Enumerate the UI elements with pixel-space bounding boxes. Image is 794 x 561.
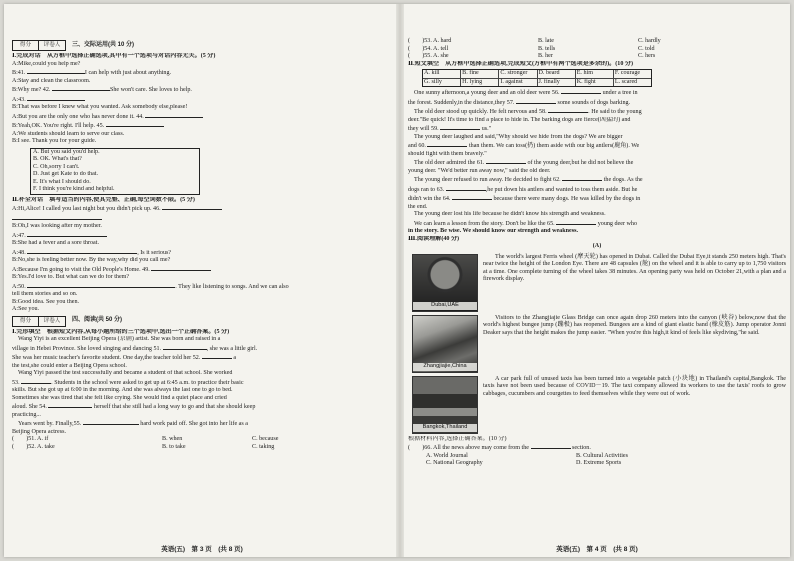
score-cell: 得分 — [13, 317, 39, 326]
cloze-line: practicing... — [12, 411, 41, 418]
story-line: should fight with them bravely." — [408, 150, 487, 157]
answer-blank[interactable] — [12, 214, 102, 220]
glass-bridge-photo — [412, 315, 478, 373]
cloze-line: Wang Yiyi passed the test successfully and became a student of that school. She worked — [18, 370, 233, 376]
story-line: The young deer laughed and said,"Why should we hide from the dogs? We are bigger — [414, 133, 623, 140]
story-line: dogs ran to 63. ,he put down his antlers and wanted to toss them aside. But he — [408, 186, 638, 193]
story-line: they will 59. us." — [408, 126, 492, 132]
grader-cell: 评卷人 — [43, 42, 61, 48]
answer-blank[interactable] — [27, 248, 137, 254]
answer-blank[interactable] — [27, 68, 85, 74]
word-option: H. lying — [461, 79, 499, 87]
news-text: The world's largest Ferris wheel (摩天轮) has opened in Dubai. Called the Dubai Eye,it stands 250 meters high. That's near twice the height of the London Eye. There are 48 capsules (舱) on the wheel and it is able to carry up to 1,750 visitors at a time. One complete turning of the wheel takes 38 minutes. An opening party was held on October 21,with a plan and a firework display. — [483, 253, 786, 282]
story-line: deer."Be quick! It's time to find a place to hide in. The barking dogs are fierce(凶猛的) and — [408, 116, 631, 123]
dialog2-line: B:Oh,I was looking after my mother. — [12, 223, 102, 229]
option-item: C. Oh,sorry I can't. — [33, 163, 80, 170]
dialog2-line: tell them stories and so on. — [12, 291, 78, 297]
exam-sheet — [4, 4, 790, 557]
word-option: F. courage — [614, 70, 641, 76]
option-item: D. Just get Kate to do that. — [33, 171, 98, 177]
cloze-line: skills. But she got up at 6:00 in the morning. And she was always the last one to go to bed. — [12, 387, 233, 393]
story-line: The young deer lost his life because he didn't know his strength and weakness. — [414, 211, 606, 217]
cloze-line: Beijing Opera actress. — [12, 428, 66, 435]
dialog2-line: A:Because I'm going to visit the Old People's Home. 49. — [12, 265, 392, 275]
answer-blank[interactable] — [452, 194, 492, 200]
word-option: A. kill — [423, 70, 461, 78]
answer-blank[interactable] — [21, 378, 51, 384]
story-line: the end. — [408, 203, 428, 210]
option-b[interactable]: B. tells — [538, 45, 556, 52]
part3-instruction: Ⅰ.完形填空 根据短文内容,从每小题所给的三个选项中,选出一个正确答案。(5 分) — [12, 328, 230, 335]
word-box-row — [423, 70, 651, 79]
cloze-line: 53. . Students in the school were asked to get up at 6:45 a.m. to practice their basic — [12, 379, 244, 386]
option-b[interactable]: B. Cultural Activities — [576, 452, 628, 459]
dialog1-line: B:That was before I knew what you wanted. Ask somebody else,please! — [12, 104, 188, 110]
cloze-line: Wang Yiyi is an excellent Beijing Opera (京剧) artist. She was born and raised in a — [18, 336, 221, 342]
answer-blank[interactable] — [440, 124, 480, 130]
word-option: D. beard — [538, 70, 576, 78]
option-c[interactable]: C. because — [252, 436, 279, 442]
option-b[interactable]: B. her — [538, 53, 553, 59]
cloze-line: Sometimes she was tired that she felt like crying. She would find a quiet place and cried — [12, 394, 227, 401]
cloze-option-row — [12, 444, 392, 452]
page-footer: 英语(五) 第 4 页 (共 8 页) — [556, 545, 638, 553]
dialog2-line: A:See you. — [12, 306, 40, 312]
answer-blank[interactable] — [516, 98, 556, 104]
options-box — [30, 148, 200, 195]
news-item — [412, 254, 786, 312]
news-text: Visitors to the Zhangjiajie Glass Bridge can once again drop 260 meters into the canyon (峡谷) below,now that the world's highest bungee jump (蹦极) has reopened. Bungees are a kind of giant elastic band (橡皮筋). Jump operator Jonni Deaker says that the height makes the jump easier. "When you're this high,it kind of feels like skydiving,"he said. — [483, 314, 786, 336]
answer-blank[interactable] — [561, 88, 601, 94]
answer-blank[interactable] — [145, 112, 203, 118]
answer-blank[interactable] — [106, 121, 164, 127]
left-page — [12, 4, 392, 557]
story-line: One sunny afternoon,a young deer and an old deer were 56. under a tree in — [414, 90, 638, 96]
dialog1-line: B:41. I can help with just about anything. — [12, 70, 172, 76]
word-option: J. finally — [538, 79, 576, 87]
dialog1-line: A:Mike,could you help me? — [12, 60, 81, 67]
answer-blank[interactable] — [531, 443, 571, 449]
answer-blank[interactable] — [427, 141, 467, 147]
option-item: A. But you said you'd help. — [33, 148, 100, 155]
story-line: the forest. Suddenly,in the distance,they 57. some sounds of dogs barking. — [408, 99, 631, 106]
option-c[interactable]: C. told — [638, 45, 655, 52]
option-item: E. It's what I should do. — [33, 178, 91, 185]
questions-instruction: 根据材料内容,选择正确答案。(10 分) — [408, 435, 507, 442]
score-row-section3 — [12, 38, 392, 53]
answer-blank[interactable] — [27, 95, 85, 101]
story-line: young deer. "We'd better run away now," said the old deer. — [408, 167, 551, 174]
cloze-line: aloud. She 54. herself that she still had a long way to go and that she should keep — [12, 404, 256, 410]
dialog1-line: A:We students should learn to serve our class. — [12, 130, 125, 137]
answer-blank[interactable] — [548, 107, 588, 113]
grader-cell: 评卷人 — [43, 317, 61, 324]
answer-blank[interactable] — [486, 158, 526, 164]
dialog2-line: B:No,she is feeling better now. By the way,why did you call me? — [12, 257, 171, 263]
part3-instruction: Ⅲ.阅读理解(40 分) — [408, 235, 460, 242]
news-item — [412, 376, 786, 434]
dialog2-line: B:She had a fever and a sore throat. — [12, 240, 99, 246]
answer-blank[interactable] — [556, 219, 596, 225]
word-option: L. scared — [614, 78, 638, 85]
question-66: ( )66. All the news above may come from the section. — [408, 445, 591, 451]
story-line: The old deer admired the 61. of the young deer,but he did not believe the — [414, 160, 634, 166]
option-c[interactable]: C. hers — [638, 53, 656, 59]
cloze-line: village in Hebei Province. She loved singing and dancing 51. , she was a little girl. — [12, 345, 258, 352]
answer-blank[interactable] — [83, 419, 139, 425]
score-box — [12, 40, 66, 51]
answer-blank[interactable] — [48, 402, 92, 408]
right-page — [408, 4, 786, 557]
dialog2-line: B:Yes.I'd love to. But what can we do for them? — [12, 274, 130, 280]
answer-blank[interactable] — [162, 204, 222, 210]
story-line: in the story. Be wise. We should know our strength and weakness. — [408, 228, 578, 234]
passage-label: (A) — [592, 243, 602, 249]
option-c[interactable]: C. National Geography — [426, 460, 483, 466]
option-d[interactable]: D. Extreme Sports — [576, 460, 622, 466]
option-a[interactable]: ( )54. A. tell — [408, 45, 449, 52]
option-b[interactable]: B. late — [538, 38, 554, 44]
option-a[interactable]: ( )52. A. take — [12, 443, 55, 450]
cloze-line: the test,she could enter a Beijing Opera school. — [12, 362, 127, 369]
dialog1-line: A:Stay and clean the classroom. — [12, 77, 91, 84]
story-line: We can learn a lesson from the story. Don't be like the 65. young deer who — [414, 220, 637, 227]
photo-caption: Zhangjiajie,China — [413, 363, 477, 371]
answer-blank[interactable] — [202, 353, 232, 359]
dialog2-line: A:47. — [12, 231, 392, 241]
answer-blank[interactable] — [163, 344, 207, 350]
answer-blank[interactable] — [446, 185, 486, 191]
word-box — [422, 69, 652, 87]
option-b[interactable]: B. when — [162, 436, 183, 442]
story-line: The young deer refused to run away. He decided to fight 62. the dogs. As the — [414, 177, 643, 183]
score-box — [12, 316, 66, 327]
dialog1-line: A:43. — [12, 95, 392, 105]
section3-title: 三、交际运用(共 10 分) — [72, 41, 135, 48]
q66-option-row — [408, 460, 786, 468]
cloze-line: Years went by. Finally,55. hard work paid off. She got into her life as a — [18, 421, 248, 427]
dialog1-line: B:I see. Thank you for your guide. — [12, 138, 97, 144]
dialog2-line — [12, 214, 392, 224]
score-cell: 得分 — [13, 41, 39, 50]
dialog2-line: B:Good idea. See you then. — [12, 298, 80, 305]
section4-title: 四、阅读(共 50 分) — [72, 317, 123, 324]
story-line: The old deer stood up quickly. He felt nervous and 58. . He said to the young — [414, 109, 642, 115]
news-item — [412, 315, 786, 373]
dialog1-line: A:But you are the only one who has never done it. 44. — [12, 112, 392, 122]
dialog1-line: B:Yeah,OK. You're right. I'll help. 45. — [12, 121, 392, 131]
option-a[interactable]: ( )55. A. she — [408, 53, 449, 59]
option-b[interactable]: B. to take — [162, 443, 186, 450]
story-line: and 60. than them. We can toss(扔) them aside with our big antlers(鹿角). We — [408, 143, 640, 149]
dubai-wheel-photo — [412, 254, 478, 312]
cloze-option-row — [408, 46, 786, 54]
photo-caption: Bangkok,Thailand — [413, 424, 477, 432]
option-c[interactable]: C. taking — [252, 443, 275, 450]
score-row-section4 — [12, 314, 392, 329]
word-option: I. against — [499, 79, 537, 87]
dialog2-line: A:Hi,Alice! I called you last night but you didn't pick up. 46. — [12, 204, 392, 214]
part1-instruction: Ⅰ.完成对话 从方框中选择正确选项,其中有一个选项与对话内容无关。(5 分) — [12, 53, 216, 59]
dialog2-line: A:50. . They like listening to songs. And we can also — [12, 283, 289, 290]
page-footer: 英语(五) 第 3 页 (共 8 页) — [161, 545, 243, 553]
option-a[interactable]: ( )53. A. hard — [408, 38, 452, 44]
word-option: C. stronger — [499, 70, 537, 78]
option-item: F. I think you're kind and helpful. — [33, 186, 115, 192]
answer-blank[interactable] — [52, 85, 110, 91]
cloze-option-row — [408, 53, 786, 61]
word-option: E. him — [576, 70, 614, 78]
story-line: didn't win the 64. because there were many dogs. He was killed by the dogs in — [408, 196, 641, 202]
dialog2-line: A:48. , Is it serious? — [12, 249, 172, 256]
cloze-line: She was her music teacher's favorite student. One day,the teacher told her 52. a — [12, 355, 237, 361]
word-option: K. fight — [576, 79, 614, 87]
option-a[interactable]: ( )51. A. if — [12, 436, 49, 442]
cloze-option-row — [12, 436, 392, 444]
binding-gutter — [396, 4, 404, 557]
photo-caption: Dubai,UAE — [413, 302, 477, 310]
word-option: B. fine — [461, 70, 499, 78]
part2-instruction: Ⅱ.补全对话 填写适当的内容,使其完整、正确,每空词数不限。(5 分) — [12, 196, 195, 203]
cloze-option-row — [408, 38, 786, 46]
word-box-row — [423, 79, 651, 87]
answer-blank[interactable] — [562, 175, 602, 181]
word-option: G. silly — [423, 79, 461, 87]
option-c[interactable]: C. hardly — [638, 38, 661, 44]
answer-blank[interactable] — [27, 231, 107, 237]
dialog1-line: B:Why me? 42. She won't care. She loves to help. — [12, 87, 192, 93]
taxi-garden-photo — [412, 376, 478, 434]
answer-blank[interactable] — [27, 282, 175, 288]
part2-instruction: Ⅱ.短文填空 从方框中选择正确选项,完成短文(方框中有两个选项是多余的)。(10 分) — [408, 60, 634, 67]
option-item: B. OK. What's that? — [33, 156, 82, 162]
news-text: A car park full of unused taxis has been turned into a vegetable patch (小块地) in Thailand's capital,Bangkok. The taxis have not been used because of COVID－19. The taxi company allowed its workers to use the taxis' roofs to grow cabbages, cucumbers and courgettes to feed themselves while they were out of work. — [483, 375, 786, 397]
option-a[interactable]: A. World Journal — [426, 452, 468, 459]
answer-blank[interactable] — [151, 265, 211, 271]
q66-option-row — [408, 453, 786, 461]
